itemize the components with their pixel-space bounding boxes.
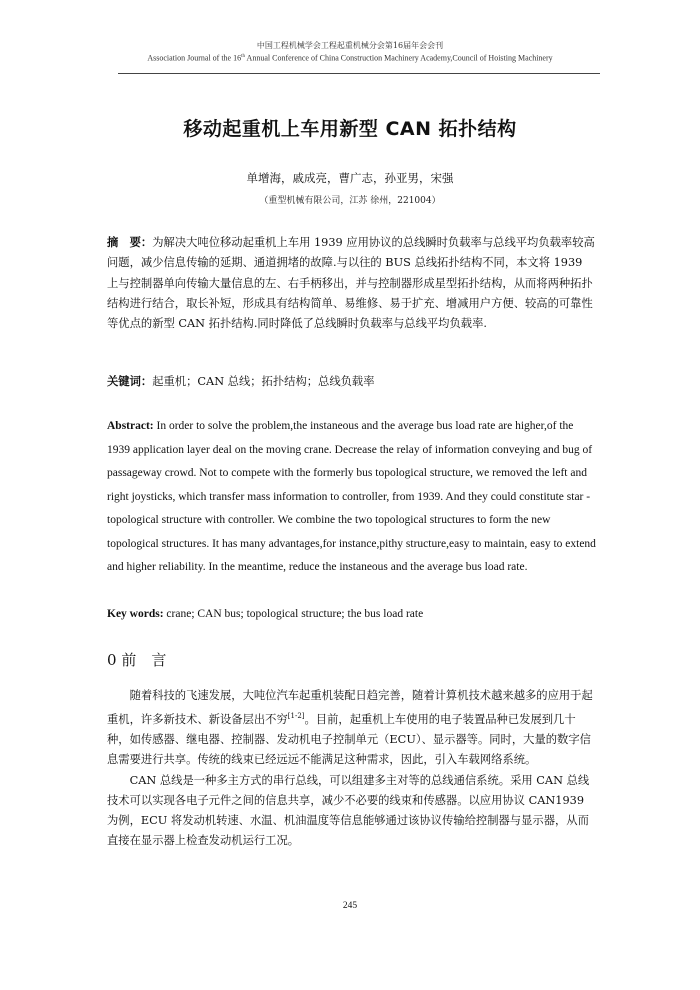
abstract-english bbox=[107, 415, 597, 580]
section-heading bbox=[107, 649, 166, 670]
keywords-en-label: Key words: bbox=[107, 608, 164, 620]
running-header bbox=[0, 40, 700, 64]
body-text bbox=[107, 686, 597, 851]
citation: [1-2] bbox=[287, 712, 305, 721]
keywords-english bbox=[107, 604, 597, 624]
header-rule bbox=[118, 73, 600, 74]
keywords-cn-label: 关键词： bbox=[107, 374, 153, 388]
paragraph-1: 随着科技的飞速发展，大吨位汽车起重机装配日趋完善，随着计算机技术越来越多的应用于起重机，许多新技术、新设备层出不穷[1-2]。目前，起重机上车使用的电子装置品种已发展到几十种，如传感器、继电器、控制器、发动机电子控制单元（ECU）、显示器等。同时，大量的数字信息需要进行共享。传统的线束已经远远不能满足这种需求，因此，引入车载网络系统。 bbox=[107, 689, 593, 767]
abstract-cn-label: 摘 要： bbox=[107, 235, 153, 249]
author-list: 单增海，戚成亮，曹广志，孙亚男，宋强 bbox=[246, 171, 454, 185]
section-number: 0 bbox=[107, 651, 117, 669]
header-english: Association Journal of the 16th Annual Conference of China Construction Machinery Academy,Council of Hoisting Machinery bbox=[147, 53, 553, 63]
paper-title: 移动起重机上车用新型 CAN 拓扑结构 bbox=[183, 118, 517, 140]
paragraph-2: CAN 总线是一种多主方式的串行总线，可以组建多主对等的总线通信系统。采用 CAN 总线技术可以实现各电子元件之间的信息共享，减少不必要的线束和传感器。以应用协议 CAN1939 为例，ECU 将发动机转速、水温、机油温度等信息能够通过该协议传输给控制器与显示器，从而直接在显示器上检查发动机运行工况。 bbox=[107, 773, 590, 848]
page-number: 245 bbox=[342, 901, 358, 911]
abstract-en-label: Abstract: bbox=[107, 420, 154, 432]
keywords-en-text: crane; CAN bus; topological structure; the bus load rate bbox=[163, 608, 424, 620]
keywords-chinese bbox=[107, 371, 597, 392]
abstract-cn-text: 为解决大吨位移动起重机上车用 1939 应用协议的总线瞬时负载率与总线平均负载率较高问题，减少信息传输的延期、通道拥堵的故障.与以往的 BUS 总线拓扑结构不同，本文将 1939 上与控制器单向传输大量信息的左、右手柄移出，并与控制器形成星型拓扑结构，从而将两种拓扑结构进行结合，取长补短，形成具有结构简单、易维修、易于扩充、增减用户方便、较高的可靠性等优点的新型 CAN 拓扑结构.同时降低了总线瞬时负载率与总线平均负载率. bbox=[107, 236, 595, 331]
section-title: 前 言 bbox=[121, 651, 167, 669]
abstract-chinese bbox=[107, 232, 597, 334]
affiliation: （重型机械有限公司，江苏 徐州，221004） bbox=[259, 196, 441, 206]
abstract-en-text: In order to solve the problem,the instaneous and the average bus load rate are higher,of the 1939 application layer deal on the moving crane. Decrease the relay of information conveying and bug of passageway crowd. Not to compete with the formerly bus topological structure, we removed the left and right joysticks, which transfer mass information to controller, from 1939. And they could constitute star - topological structure with controller. We combine the two topological structures to form the new topological structures. It has many advantages,for instance,pithy structure,easy to maintain, easy to extend and higher reliability. In the meantime, reduce the instaneous and the average bus load rate. bbox=[107, 420, 596, 573]
keywords-cn-text: 起重机；CAN 总线；拓扑结构；总线负载率 bbox=[152, 375, 375, 388]
header-chinese: 中国工程机械学会工程起重机械分会第16届年会会刊 bbox=[256, 41, 444, 50]
